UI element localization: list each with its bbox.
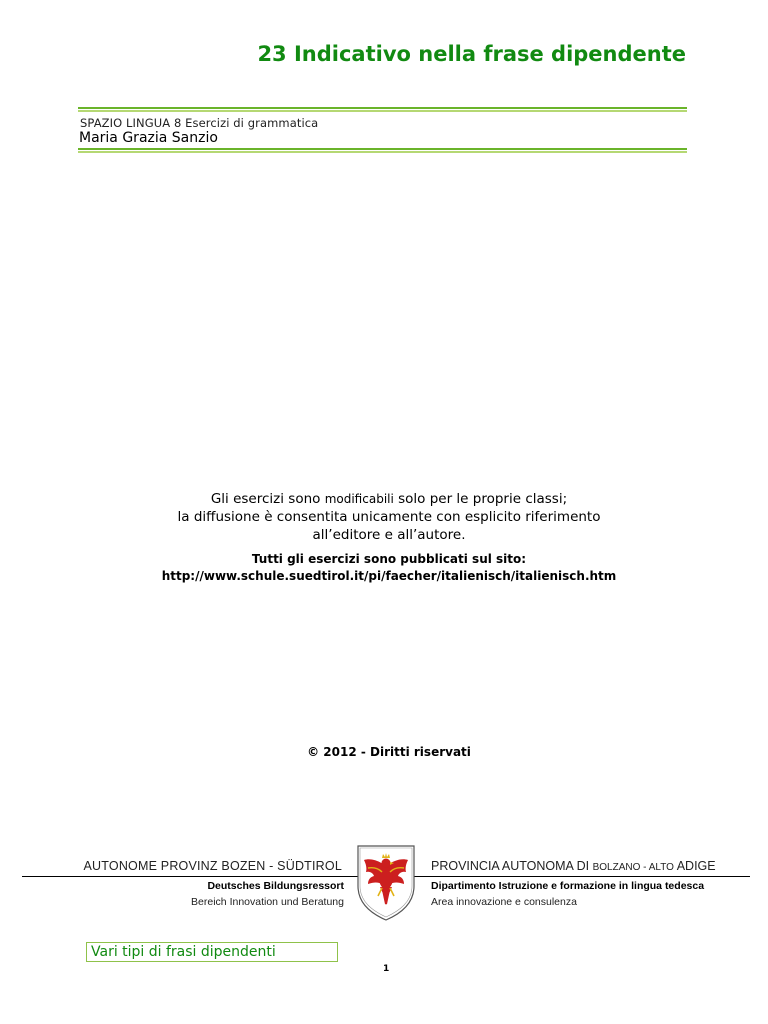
footer-dept-it: Dipartimento Istruzione e formazione in lingua tedesca <box>431 880 705 892</box>
footer-dept-de: Deutsches Bildungsressort <box>207 880 344 892</box>
header-rule-bottom <box>78 148 687 153</box>
footer-province-de: AUTONOME PROVINZ BOZEN - SÜDTIROL <box>83 859 342 873</box>
page-number: 1 <box>383 964 390 974</box>
notice-line-3: all’editore e all’autore. <box>312 527 466 543</box>
author-name: Maria Grazia Sanzio <box>79 130 218 146</box>
footer-area-de: Bereich Innovation und Beratung <box>191 896 344 908</box>
section-label-box <box>86 942 338 962</box>
footer-province-it-a: PROVINCIA AUTONOMA DI <box>431 859 593 873</box>
usage-notice <box>0 490 768 544</box>
section-label: Vari tipi di frasi dipendenti <box>91 944 276 960</box>
notice-keyword: modificabili <box>324 492 394 506</box>
notice-line-1-start: Gli esercizi sono <box>210 491 325 507</box>
notice-line-2: la diffusione è consentita unicamente con esplicito riferimento <box>177 509 601 525</box>
header-rule-top <box>78 107 687 112</box>
notice-line-1 <box>0 490 768 508</box>
coat-of-arms-eagle-icon <box>354 842 418 922</box>
site-label: Tutti gli esercizi sono pubblicati sul sito: <box>251 552 527 566</box>
site-url-link[interactable]: http://www.schule.suedtirol.it/pi/faecher/italienisch/italienisch.htm <box>161 569 617 583</box>
footer-province-it-c: ADIGE <box>673 859 716 873</box>
footer-province-it-b: BOLZANO - ALTO <box>592 862 674 873</box>
notice-line-1-end: solo per le proprie classi; <box>393 491 568 507</box>
series-label: SPAZIO LINGUA 8 Esercizi di grammatica <box>80 116 319 130</box>
footer-province-it <box>431 859 716 873</box>
site-info <box>0 551 768 585</box>
document-title: 23 Indicativo nella frase dipendente <box>257 42 686 66</box>
footer-area-it: Area innovazione e consulenza <box>431 896 577 908</box>
copyright-notice: © 2012 - Diritti riservati <box>307 745 471 759</box>
